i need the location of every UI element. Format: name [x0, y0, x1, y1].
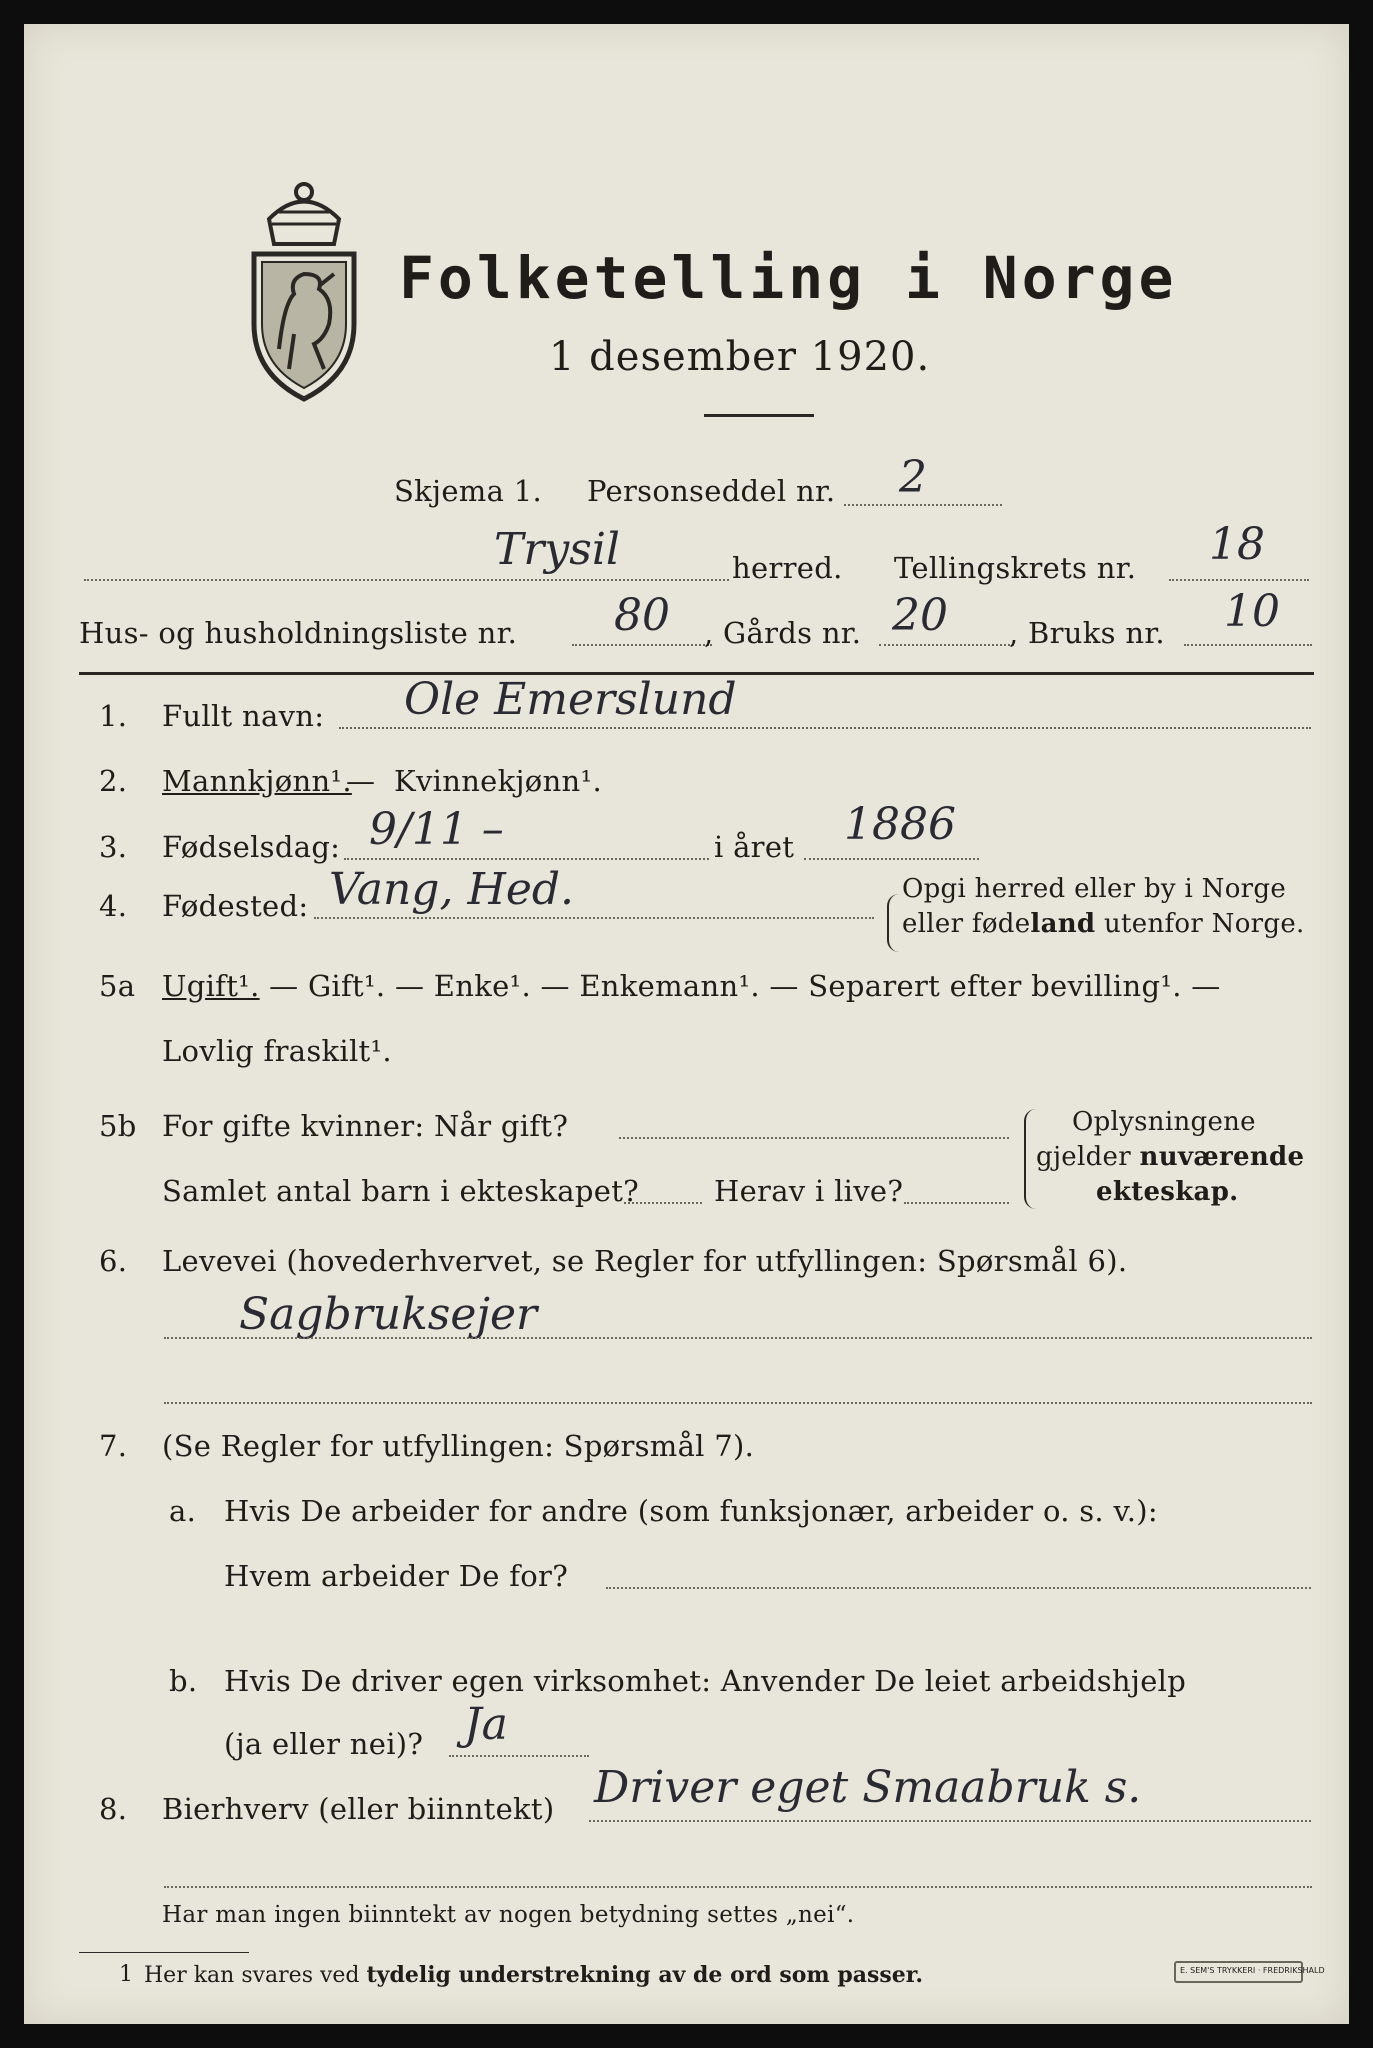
q6-number: 6. — [99, 1244, 128, 1278]
occupation-value[interactable]: Sagbruksejer — [239, 1289, 538, 1340]
q7-number: 7. — [99, 1429, 128, 1463]
birth-year-value[interactable]: 1886 — [844, 799, 956, 850]
hus-value[interactable]: 80 — [614, 590, 670, 641]
full-name-value[interactable]: Ole Emerslund — [404, 674, 737, 725]
q7b-line1: Hvis De driver egen virksomhet: Anvender De leiet arbeidshjelp — [224, 1664, 1187, 1698]
q7b-letter: b. — [169, 1664, 198, 1698]
q4-number: 4. — [99, 889, 128, 923]
printer-mark: E. SEM'S TRYKKERI · FREDRIKSHALD — [1174, 1961, 1303, 1983]
q7a-line2: Hvem arbeider De for? — [224, 1559, 569, 1593]
male-option[interactable]: Mannkjønn¹. — [162, 764, 352, 798]
q2-number: 2. — [99, 764, 128, 798]
personseddel-value[interactable]: 2 — [899, 452, 927, 503]
q2-separator: — — [346, 764, 376, 798]
coat-of-arms-icon — [234, 174, 374, 404]
ugift-option[interactable]: Ugift¹. — [162, 969, 260, 1003]
form-date: 1 desember 1920. — [549, 334, 931, 380]
q6-label: Levevei (hovederhvervet, se Regler for utfyllingen: Spørsmål 6). — [162, 1244, 1128, 1278]
q8-label: Bierhverv (eller biinntekt) — [162, 1792, 555, 1826]
q7-label: (Se Regler for utfyllingen: Spørsmål 7). — [162, 1429, 755, 1463]
birthplace-note-2: eller fødeland utenfor Norge. — [902, 909, 1305, 939]
ekteskap-note-1: Oplysningene — [1072, 1107, 1256, 1137]
title-divider — [704, 414, 814, 417]
hus-label: Hus- og husholdningsliste nr. — [79, 616, 518, 650]
personseddel-label: Personseddel nr. — [587, 474, 836, 508]
alive-label: Herav i live? — [714, 1174, 904, 1208]
census-form-page — [24, 24, 1349, 2024]
q4-label: Fødested: — [162, 889, 309, 923]
birthplace-note-1: Opgi herred eller by i Norge — [902, 874, 1287, 904]
q7a-letter: a. — [169, 1494, 197, 1528]
q7a-line1: Hvis De arbeider for andre (som funksjonær, arbeider o. s. v.): — [224, 1494, 1158, 1528]
bruks-label: , Bruks nr. — [1009, 616, 1165, 650]
gards-label: , Gårds nr. — [704, 616, 862, 650]
tellingskrets-value[interactable]: 18 — [1209, 519, 1265, 570]
birthdate-value[interactable]: 9/11 – — [369, 804, 504, 855]
q8-number: 8. — [99, 1792, 128, 1826]
tellingskrets-label: Tellingskrets nr. — [894, 551, 1137, 585]
q1-label: Fullt navn: — [162, 699, 325, 733]
q5b-label: For gifte kvinner: Når gift? — [162, 1109, 569, 1143]
q5a-number: 5a — [99, 969, 136, 1003]
skjema-label: Skjema 1. — [394, 474, 542, 508]
ekteskap-note-3: ekteskap. — [1096, 1177, 1239, 1207]
herred-value[interactable]: Trysil — [494, 524, 620, 575]
q5b-number: 5b — [99, 1109, 137, 1143]
children-label: Samlet antal barn i ekteskapet? — [162, 1174, 639, 1208]
female-option[interactable]: Kvinnekjønn¹. — [394, 764, 602, 798]
footnote-text: Her kan svares ved tydelig understrekning av de ord som passer. — [144, 1962, 924, 1988]
q3-label: Fødselsdag: — [162, 830, 341, 864]
fraskilt-option[interactable]: Lovlig fraskilt¹. — [162, 1034, 392, 1068]
year-label: i året — [714, 830, 795, 864]
bruks-value[interactable]: 10 — [1224, 586, 1280, 637]
q7b-line2: (ja eller nei)? — [224, 1727, 424, 1761]
gards-value[interactable]: 20 — [892, 590, 948, 641]
footnote-number: 1 — [119, 1962, 133, 1987]
birthplace-value[interactable]: Vang, Hed. — [329, 864, 575, 915]
marital-status-options: Ugift¹. — Gift¹. — Enke¹. — Enkemann¹. — Separert efter bevilling¹. — — [162, 969, 1221, 1003]
q8-note: Har man ingen biinntekt av nogen betydning settes „nei“. — [162, 1902, 855, 1928]
herred-label: herred. — [732, 551, 843, 585]
form-title: Folketelling i Norge — [399, 244, 1178, 312]
ekteskap-note-2: gjelder nuværende — [1036, 1142, 1305, 1172]
hired-help-value[interactable]: Ja — [464, 1699, 508, 1750]
side-income-value[interactable]: Driver eget Smaabruk s. — [594, 1762, 1142, 1813]
q1-number: 1. — [99, 699, 128, 733]
q3-number: 3. — [99, 830, 128, 864]
